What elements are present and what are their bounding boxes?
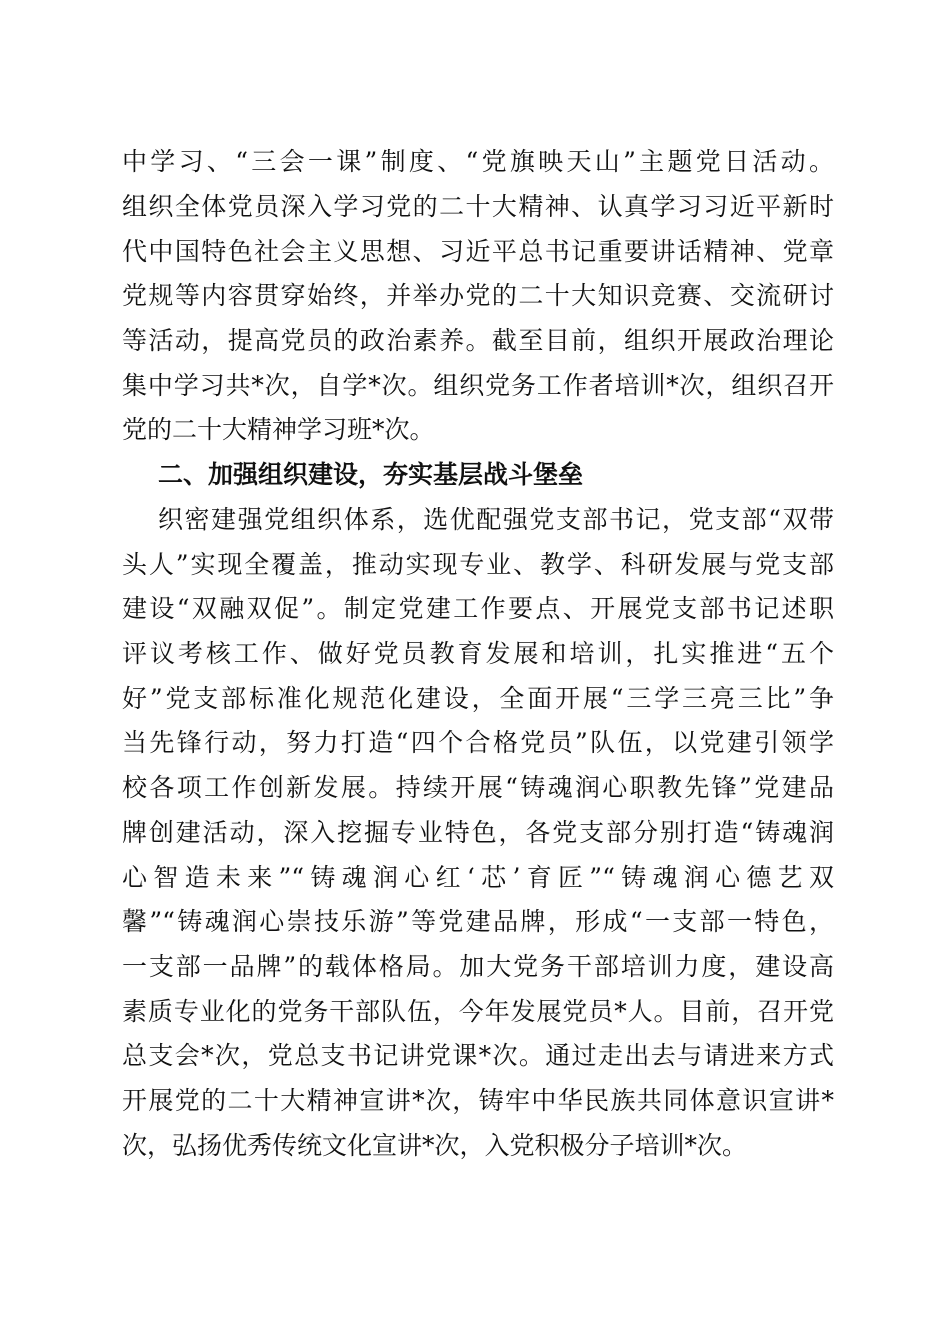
text-line: 代中国特色社会主义思想、习近平总书记重要讲话精神、党章 — [122, 237, 834, 266]
text-line: 好”党支部标准化规范化建设，全面开展“三学三亮三比”争 — [122, 684, 834, 713]
text-line: 当先锋行动，努力打造“四个合格党员”队伍，以党建引领学 — [122, 728, 834, 757]
text-line: 等活动，提高党员的政治素养。截至目前，组织开展政治理论 — [122, 326, 834, 355]
text-line: 心智造未来”“铸魂润心红‘芯’育匠”“铸魂润心德艺双 — [122, 863, 834, 892]
section-heading: 二、加强组织建设，夯实基层战斗堡垒 — [158, 460, 584, 489]
text-line: 评议考核工作、做好党员教育发展和培训，扎实推进“五个 — [122, 639, 834, 668]
text-line: 馨”“铸魂润心崇技乐游”等党建品牌，形成“一支部一特色， — [122, 907, 834, 936]
text-line: 中学习、“三会一课”制度、“党旗映天山”主题党日活动。 — [122, 147, 834, 176]
text-line: 建设“双融双促”。制定党建工作要点、开展党支部书记述职 — [122, 594, 834, 623]
text-line: 开展党的二十大精神宣讲*次，铸牢中华民族共同体意识宣讲* — [122, 1086, 834, 1115]
text-line: 总支会*次，党总支书记讲党课*次。通过走出去与请进来方式 — [122, 1041, 834, 1070]
text-line: 党的二十大精神学习班*次。 — [122, 415, 435, 444]
text-line: 组织全体党员深入学习党的二十大精神、认真学习习近平新时 — [122, 192, 834, 221]
text-line: 织密建强党组织体系，选优配强党支部书记，党支部“双带 — [158, 505, 834, 534]
text-line: 次，弘扬优秀传统文化宣讲*次，入党积极分子培训*次。 — [122, 1131, 748, 1160]
text-line: 头人”实现全覆盖，推动实现专业、教学、科研发展与党支部 — [122, 550, 834, 579]
text-line: 素质专业化的党务干部队伍，今年发展党员*人。目前，召开党 — [122, 997, 834, 1026]
text-line: 党规等内容贯穿始终，并举办党的二十大知识竞赛、交流研讨 — [122, 281, 834, 310]
text-line: 集中学习共*次，自学*次。组织党务工作者培训*次，组织召开 — [122, 371, 834, 400]
text-line: 校各项工作创新发展。持续开展“铸魂润心职教先锋”党建品 — [122, 773, 834, 802]
text-line: 一支部一品牌”的载体格局。加大党务干部培训力度，建设高 — [122, 952, 834, 981]
text-line: 牌创建活动，深入挖掘专业特色，各党支部分别打造“铸魂润 — [122, 818, 834, 847]
